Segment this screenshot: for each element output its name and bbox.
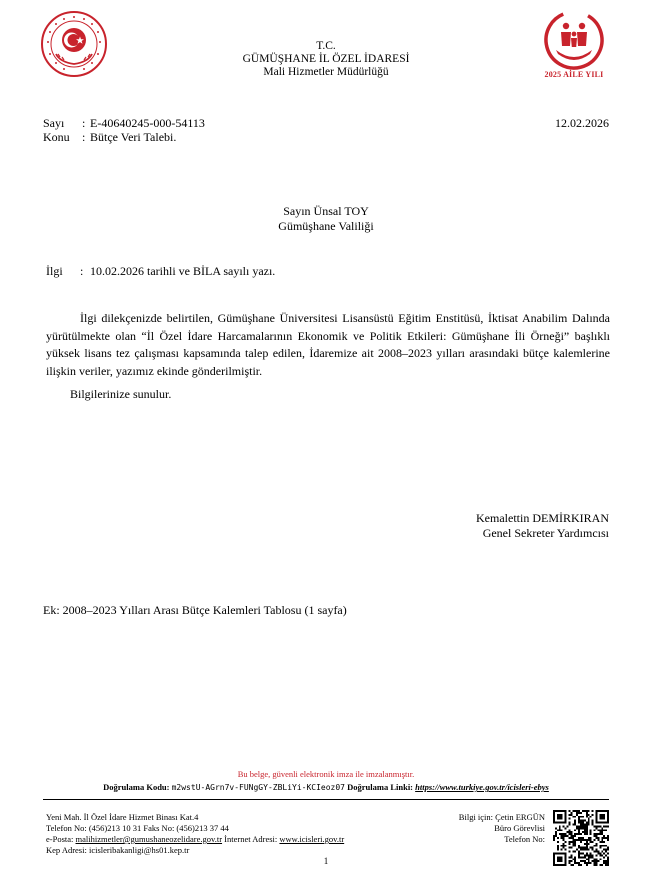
header-department: Mali Hizmetler Müdürlüğü [263, 66, 389, 78]
signatory-title: Genel Sekreter Yardımcısı [482, 526, 609, 540]
verification-link[interactable]: https://www.turkiye.gov.tr/icisleri-ebys [415, 782, 549, 792]
email-link[interactable]: malihizmetler@gumushaneozelidare.gov.tr [75, 834, 223, 844]
verification-code-label: Doğrulama Kodu: [103, 782, 170, 792]
email-label: e-Posta: [46, 834, 74, 844]
footer-info [459, 812, 545, 823]
info-name: Çetin ERGÜN [495, 812, 545, 822]
footer-kep [46, 845, 189, 856]
sayi-label: Sayı [43, 116, 65, 130]
sayi-value: E-40640245-000-54113 [90, 116, 205, 130]
document-date: 12.02.2026 [555, 116, 609, 130]
addressee-name: Sayın Ünsal TOY [283, 204, 369, 218]
kep-label: Kep Adresi: [46, 845, 87, 855]
verification-link-label: Doğrulama Linki: [347, 782, 414, 792]
web-link[interactable]: www.icisleri.gov.tr [279, 834, 345, 844]
footer-phone-fax: Telefon No: (456)213 10 31 Faks No: (456)213 37 44 [46, 823, 229, 833]
web-label: İnternet Adresi: [224, 834, 278, 844]
ilgi-label: İlgi [46, 264, 63, 278]
signatory-name: Kemalettin DEMİRKIRAN [476, 511, 609, 525]
e-signature-notice: Bu belge, güvenli elektronik imza ile imzalanmıştır. [237, 769, 415, 779]
konu-label: Konu [43, 130, 70, 144]
konu-value: Bütçe Veri Talebi. [90, 130, 177, 144]
ilgi-colon: : [80, 264, 84, 278]
header-country: T.C. [316, 40, 336, 52]
family-year-caption: 2025 AİLE YILI [544, 70, 604, 79]
closing-line: Bilgilerinize sunulur. [70, 387, 172, 401]
ilgi-text: 10.02.2026 tarihli ve BİLA sayılı yazı. [90, 264, 276, 278]
header-institution: GÜMÜŞHANE İL ÖZEL İDARESİ [242, 53, 410, 65]
verification-line [0, 782, 652, 792]
kep-address: icisleribakanligi@hs01.kep.tr [88, 845, 190, 855]
footer-divider [43, 799, 609, 800]
footer-email-web [46, 834, 344, 845]
konu-colon: : [82, 130, 86, 144]
footer-address: Yeni Mah. İl Özel İdare Hizmet Binası Kat.4 [46, 812, 199, 822]
footer-role: Büro Görevlisi [494, 823, 545, 833]
addressee-office: Gümüşhane Valiliği [278, 219, 374, 233]
verification-code: m2wstU-AGrn7v-FUNgGY-ZBLiYi-KCIeoz07 [171, 783, 345, 792]
page-number: 1 [323, 856, 329, 866]
attachment-line: Ek: 2008–2023 Yılları Arası Bütçe Kalemleri Tablosu (1 sayfa) [43, 603, 347, 617]
info-label: Bilgi için: [458, 812, 494, 822]
sayi-colon: : [82, 116, 86, 130]
body-paragraph: İlgi dilekçenizde belirtilen, Gümüşhane Üniversitesi Lisansüstü Eğitim Enstitüsü, İktisat Anabilim Dalında yürütülmekte olan “İl Özel İdare Harcamalarının Ekonomik ve Politik Etkileri: Gümüşhane İli Örneği” başlıklı yüksek lisans tez çalışması kapsamında talep edilen, İdaremize ait 2008–2023 yılları arasındaki bütçe kalemlerine ilişkin veriler, yazımız ekinde gönderilmiştir. [46, 311, 610, 378]
footer-phone-label: Telefon No: [504, 834, 545, 844]
